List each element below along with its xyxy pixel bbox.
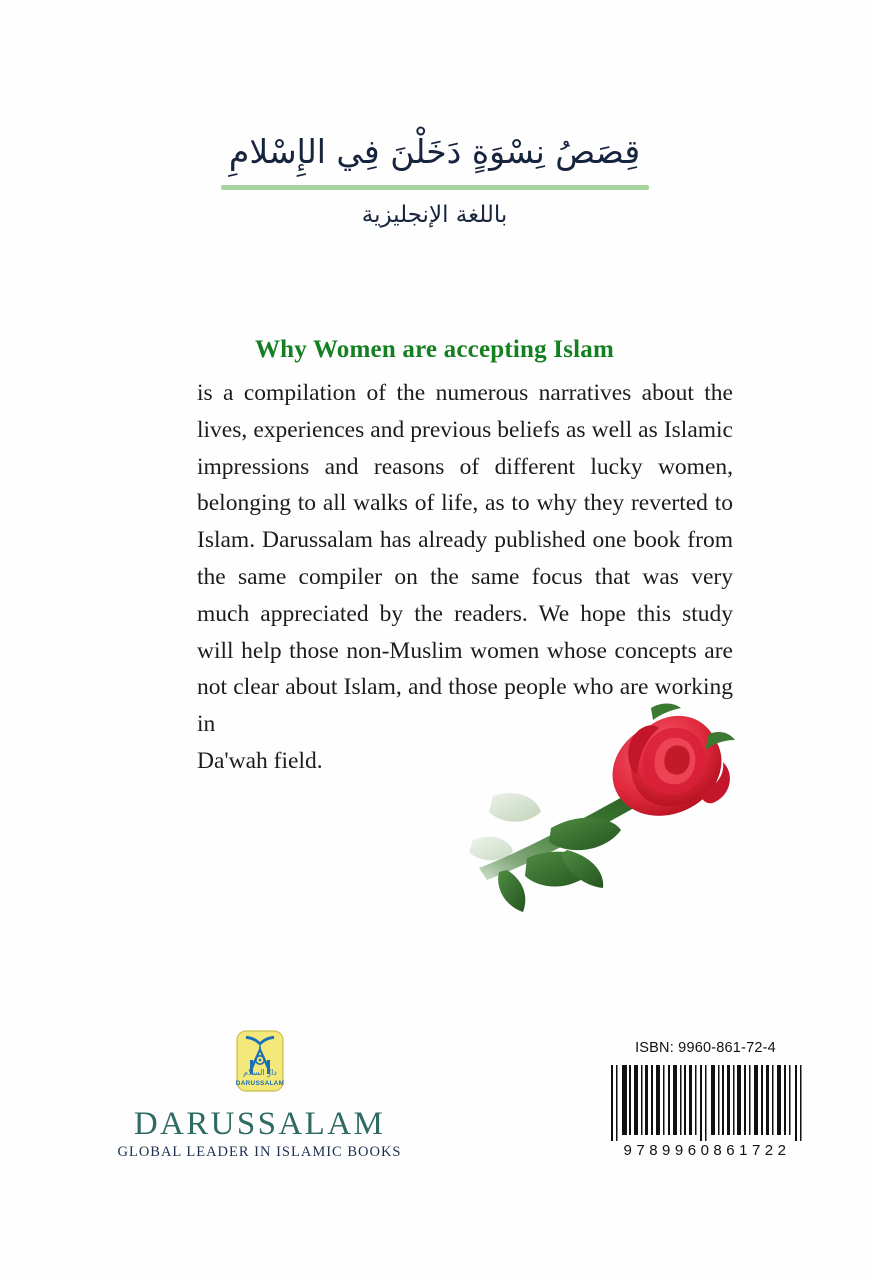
arabic-title: قِصَصُ نِسْوَةٍ دَخَلْنَ فِي الإِسْلامِ [228,132,641,171]
back-cover-blurb [197,375,733,780]
barcode-digits-left: 789960 [636,1142,714,1159]
blurb-main-text: is a compilation of the numerous narratives about the lives, experiences and previous beliefs as well as Islamic impressions and reasons of different lucky women, belonging to all walks of life, as to why they reverted to Islam. Darussalam has already published one book from the same compiler on the same focus that was very much appreciated by the readers. We hope this study will help those non-Muslim women whose concepts are not clear about Islam, and those people who are working in [197,380,733,738]
blurb-last-line: Da'wah field. [197,747,323,774]
barcode-wrap [598,1065,813,1159]
arabic-subtitle: باللغة الإنجليزية [361,202,508,229]
barcode-digits-right: 861722 [713,1142,791,1159]
ean13-barcode-icon [603,1065,809,1141]
darussalam-logo-icon [236,1030,284,1092]
logo-arabic-text: دار السلام [242,1068,277,1077]
isbn-label: ISBN: 9960-861-72-4 [635,1040,776,1056]
publisher-block [112,1030,407,1160]
isbn-block [598,1040,813,1159]
publisher-wordmark: DARUSSALAM [133,1106,386,1142]
publisher-tagline: GLOBAL LEADER IN ISLAMIC BOOKS [117,1144,402,1160]
arabic-heading-block [0,126,869,228]
barcode-digit-lead: 9 [623,1142,637,1159]
barcode-digits [598,1142,813,1159]
green-divider-rule [221,185,649,190]
logo-badge-text: DARUSSALAM [235,1080,284,1087]
english-book-title: Why Women are accepting Islam [254,336,615,363]
